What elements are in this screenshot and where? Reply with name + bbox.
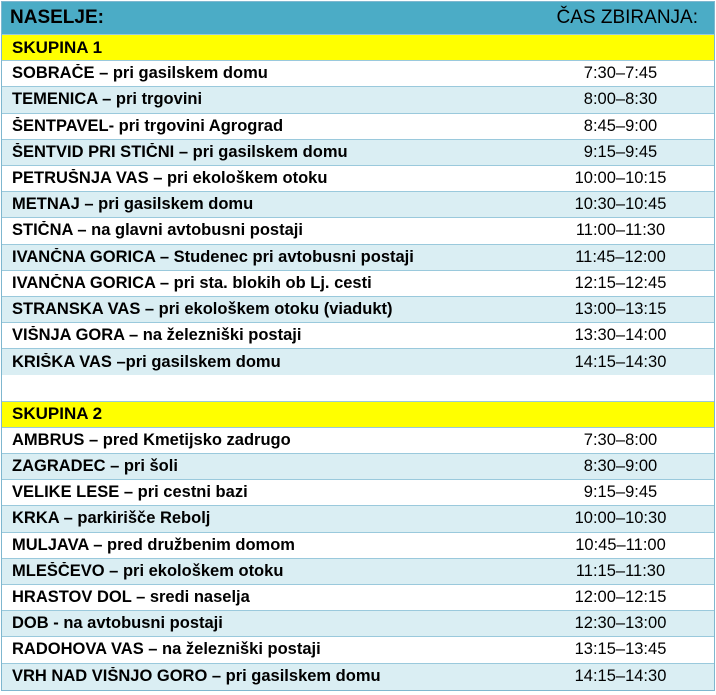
- time-cell: 10:00–10:30: [574, 509, 667, 528]
- table-header: [2, 2, 714, 35]
- table-row: [2, 218, 714, 244]
- time-cell: 10:45–11:00: [575, 535, 666, 554]
- settlement-cell: PETRUŠNJA VAS – pri ekološkem otoku: [12, 169, 328, 188]
- settlement-cell: STIČNA – na glavni avtobusni postaji: [12, 221, 303, 240]
- settlement-cell: ŠENTVID PRI STIČNI – pri gasilskem domu: [12, 142, 348, 161]
- settlement-cell: DOB - na avtobusni postaji: [12, 614, 223, 633]
- settlement-column-header: NASELJE:: [10, 7, 104, 28]
- table-row: [2, 166, 714, 192]
- time-column-header: ČAS ZBIRANJA:: [556, 7, 698, 28]
- table-row: [2, 349, 714, 375]
- table-row: [2, 428, 714, 454]
- table-row: [2, 506, 714, 532]
- settlement-cell: RADOHOVA VAS – na železniški postaji: [12, 640, 321, 659]
- group-title: SKUPINA 1: [12, 37, 103, 57]
- table-row: [2, 611, 714, 637]
- table-row: [2, 140, 714, 166]
- settlement-cell: SOBRAČE – pri gasilskem domu: [12, 64, 268, 83]
- settlement-cell: ZAGRADEC – pri šoli: [12, 457, 178, 476]
- time-cell: 10:30–10:45: [574, 195, 667, 214]
- settlement-cell: MLEŠČEVO – pri ekološkem otoku: [12, 561, 284, 580]
- time-cell: 14:15–14:30: [574, 352, 667, 371]
- table-row: [2, 454, 714, 480]
- settlement-cell: MULJAVA – pred družbenim domom: [12, 535, 295, 554]
- table-row: [2, 87, 714, 113]
- table-row: [2, 559, 714, 585]
- collection-schedule-table: [1, 1, 715, 691]
- settlement-cell: METNAJ – pri gasilskem domu: [12, 195, 254, 214]
- time-cell: 13:00–13:15: [574, 299, 667, 318]
- time-cell: 7:30–8:00: [583, 430, 658, 449]
- table-row: [2, 637, 714, 663]
- settlement-cell: HRASTOV DOL – sredi naselja: [12, 588, 250, 607]
- settlement-cell: KRKA – parkirišče Rebolj: [12, 509, 211, 528]
- table-row: [2, 297, 714, 323]
- table-row: [2, 480, 714, 506]
- table-row: [2, 245, 714, 271]
- settlement-cell: VIŠNJA GORA – na železniški postaji: [12, 326, 302, 345]
- group-title: SKUPINA 2: [12, 404, 103, 424]
- time-cell: 10:00–10:15: [574, 169, 667, 188]
- settlement-cell: VRH NAD VIŠNJO GORO – pri gasilskem domu: [12, 667, 381, 686]
- time-cell: 11:00–11:30: [575, 221, 666, 240]
- time-cell: 13:15–13:45: [574, 640, 667, 659]
- group-2-heading: [2, 402, 714, 428]
- table-row: [2, 271, 714, 297]
- time-cell: 8:30–9:00: [583, 457, 658, 476]
- time-cell: 11:45–12:00: [575, 247, 666, 266]
- group-spacer: [2, 375, 714, 401]
- table-row: [2, 192, 714, 218]
- table-row: [2, 61, 714, 87]
- settlement-cell: VELIKE LESE – pri cestni bazi: [12, 483, 248, 502]
- table-row: [2, 323, 714, 349]
- time-cell: 12:30–13:00: [574, 614, 667, 633]
- time-cell: 7:30–7:45: [583, 64, 658, 83]
- time-cell: 9:15–9:45: [583, 142, 658, 161]
- time-cell: 8:00–8:30: [583, 90, 658, 109]
- time-cell: 14:15–14:30: [574, 667, 667, 686]
- table-row: [2, 533, 714, 559]
- time-cell: 13:30–14:00: [574, 326, 667, 345]
- table-row: [2, 664, 714, 690]
- time-cell: 12:00–12:15: [574, 588, 667, 607]
- settlement-cell: AMBRUS – pred Kmetijsko zadrugo: [12, 430, 291, 449]
- table-row: [2, 114, 714, 140]
- time-cell: 12:15–12:45: [574, 273, 667, 292]
- settlement-cell: KRIŠKA VAS –pri gasilskem domu: [12, 352, 281, 371]
- time-cell: 11:15–11:30: [575, 561, 666, 580]
- settlement-cell: ŠENTPAVEL- pri trgovini Agrograd: [12, 116, 284, 135]
- settlement-cell: TEMENICA – pri trgovini: [12, 90, 203, 109]
- settlement-cell: IVANČNA GORICA – pri sta. blokih ob Lj. cesti: [12, 273, 372, 292]
- settlement-cell: IVANČNA GORICA – Studenec pri avtobusni postaji: [12, 247, 414, 266]
- settlement-cell: STRANSKA VAS – pri ekološkem otoku (viadukt): [12, 299, 393, 318]
- group-1-heading: [2, 35, 714, 61]
- time-cell: 9:15–9:45: [583, 483, 658, 502]
- table-row: [2, 585, 714, 611]
- time-cell: 8:45–9:00: [583, 116, 658, 135]
